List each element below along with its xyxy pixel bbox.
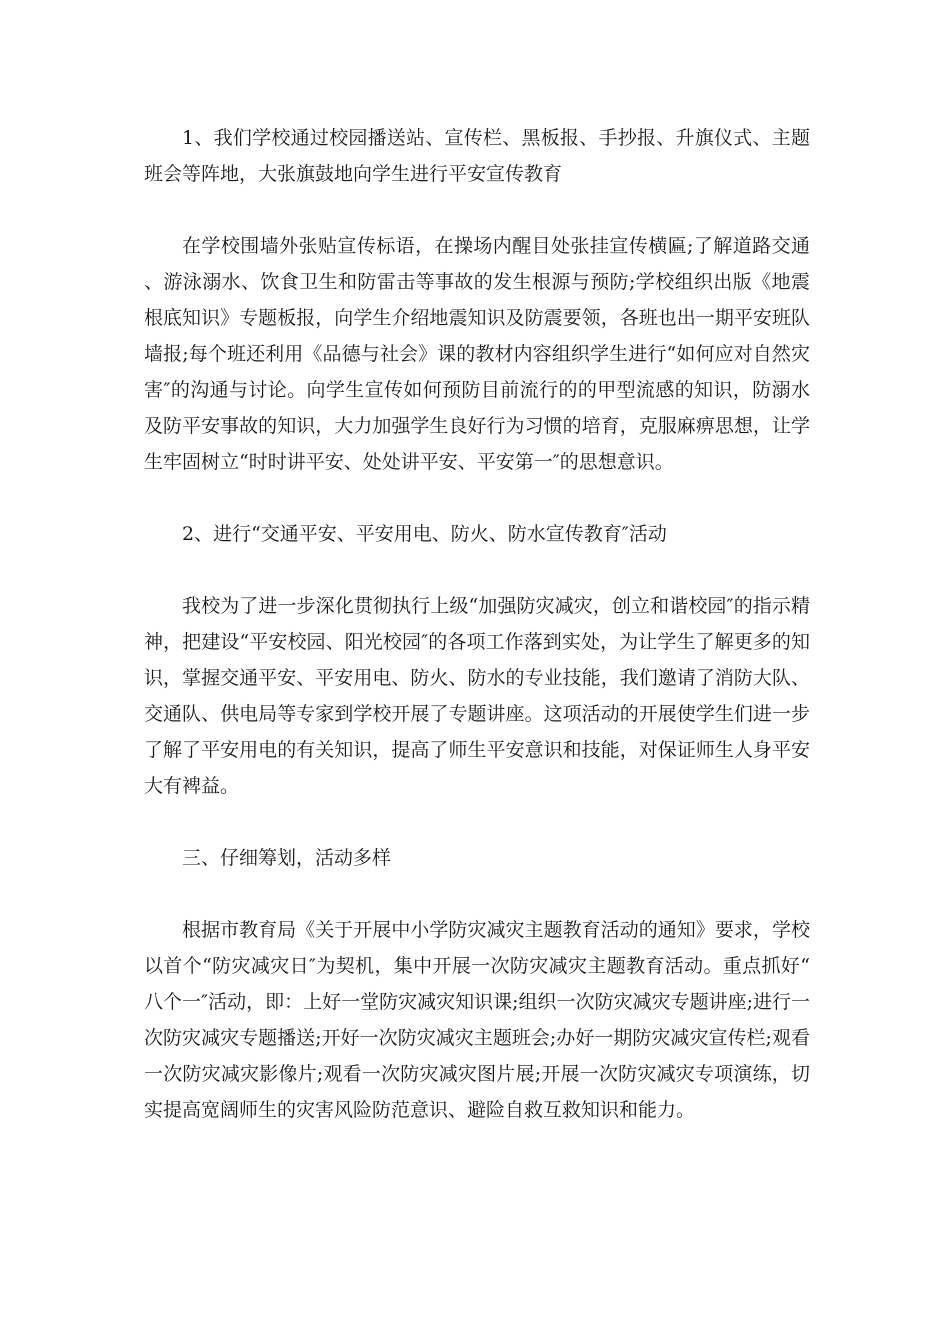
section-heading-planning: 三、仔细筹划，活动多样 [182,847,392,869]
paragraph-campus-publicity-body: 在学校围墙外张贴宣传标语，在操场内醒目处张挂宣传横匾;了解道路交通、游泳溺水、饮食卫生和防雷击等事故的发生根源与预防;学校组织出版《地震根底知识》专题板报，向学生介绍地震知识及防震要领，各班也出一期平安班队墙报;每个班还利用《品德与社会》课的教材内容组织学生进行“如何应对自然灾害″的沟通与讨论。向学生宣传如何预防目前流行的的甲型流感的知识，防溺水及防平安事故的知识，大力加强学生良好行为习惯的培育，克服麻痹思想，让学生牢固树立“时时讲平安、处处讲平安、平安第一″的思想意识。 [144,235,810,473]
document-body [144,120,810,1164]
paragraph-campus-publicity-heading: 1、我们学校通过校园播送站、宣传栏、黑板报、手抄报、升旗仪式、主题班会等阵地，大张旗鼓地向学生进行平安宣传教育 [144,127,810,185]
paragraph-disaster-education-body: 根据市教育局《关于开展中小学防灾减灾主题教育活动的通知》要求，学校以首个“防灾减灾日″为契机，集中开展一次防灾减灾主题教育活动。重点抓好“八个一″活动，即：上好一堂防灾减灾知识课;组织一次防灾减灾专题讲座;进行一次防灾减灾专题播送;开好一次防灾减灾主题班会;办好一期防灾减灾宣传栏;观看一次防灾减灾影像片;观看一次防灾减灾图片展;开展一次防灾减灾专项演练，切实提高宽阔师生的灾害风险防范意识、避险自救互救知识和能力。 [144,919,810,1121]
paragraph-traffic-safety-body: 我校为了进一步深化贯彻执行上级“加强防灾减灾，创立和谐校园″的指示精神，把建设“平安校园、阳光校园″的各项工作落到实处，为让学生了解更多的知识，掌握交通平安、平安用电、防火、防水的专业技能，我们邀请了消防大队、交通队、供电局等专家到学校开展了专题讲座。这项活动的开展使学生们进一步了解了平安用电的有关知识，提高了师生平安意识和技能，对保证师生人身平安大有裨益。 [144,595,810,797]
paragraph-traffic-safety-heading: 2、进行“交通平安、平安用电、防火、防水宣传教育″活动 [182,523,667,545]
